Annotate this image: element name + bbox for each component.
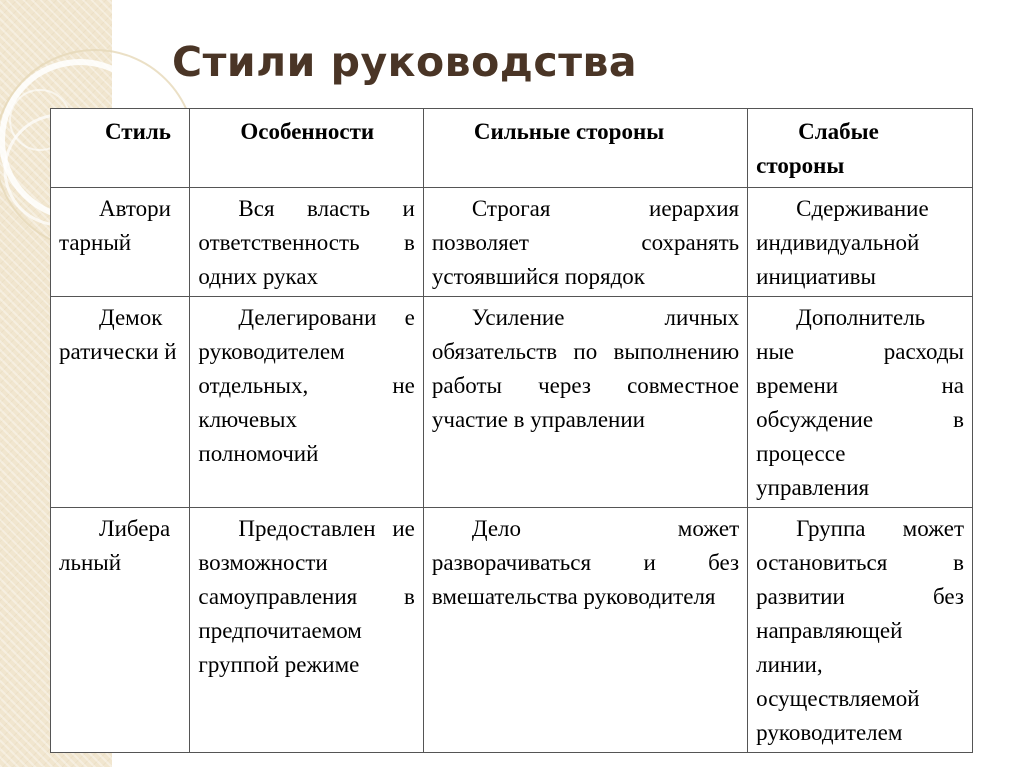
column-header-strengths: Сильные стороны (423, 109, 747, 188)
cell-style: Автори тарный (51, 188, 190, 297)
cell-strengths: Усиление личных обязательств по выполнению работы через совместное участие в управлении (423, 297, 747, 508)
column-header-style: Стиль (51, 109, 190, 188)
leadership-styles-table (50, 108, 973, 753)
cell-weaknesses: Дополнитель ные расходы времени на обсуждение в процессе управления (748, 297, 973, 508)
table-row (51, 188, 973, 297)
table-header-row (51, 109, 973, 188)
cell-style: Либера льный (51, 508, 190, 753)
table-row (51, 297, 973, 508)
cell-strengths: Строгая иерархия позволяет сохранять устоявшийся порядок (423, 188, 747, 297)
cell-strengths: Дело может разворачиваться и без вмешательства руководителя (423, 508, 747, 753)
cell-features: Предоставлен ие возможности самоуправления в предпочитаемом группой режиме (190, 508, 423, 753)
cell-weaknesses: Группа может остановиться в развитии без направляющей линии, осуществляемой руководителем (748, 508, 973, 753)
cell-features: Вся власть и ответственность в одних руках (190, 188, 423, 297)
column-header-weaknesses: Слабые стороны (748, 109, 973, 188)
cell-style: Демок ратически й (51, 297, 190, 508)
cell-features: Делегировани е руководителем отдельных, не ключевых полномочий (190, 297, 423, 508)
column-header-features: Особенности (190, 109, 423, 188)
page-title: Стили руководства (172, 38, 638, 86)
table-row (51, 508, 973, 753)
cell-weaknesses: Сдерживание индивидуальной инициативы (748, 188, 973, 297)
